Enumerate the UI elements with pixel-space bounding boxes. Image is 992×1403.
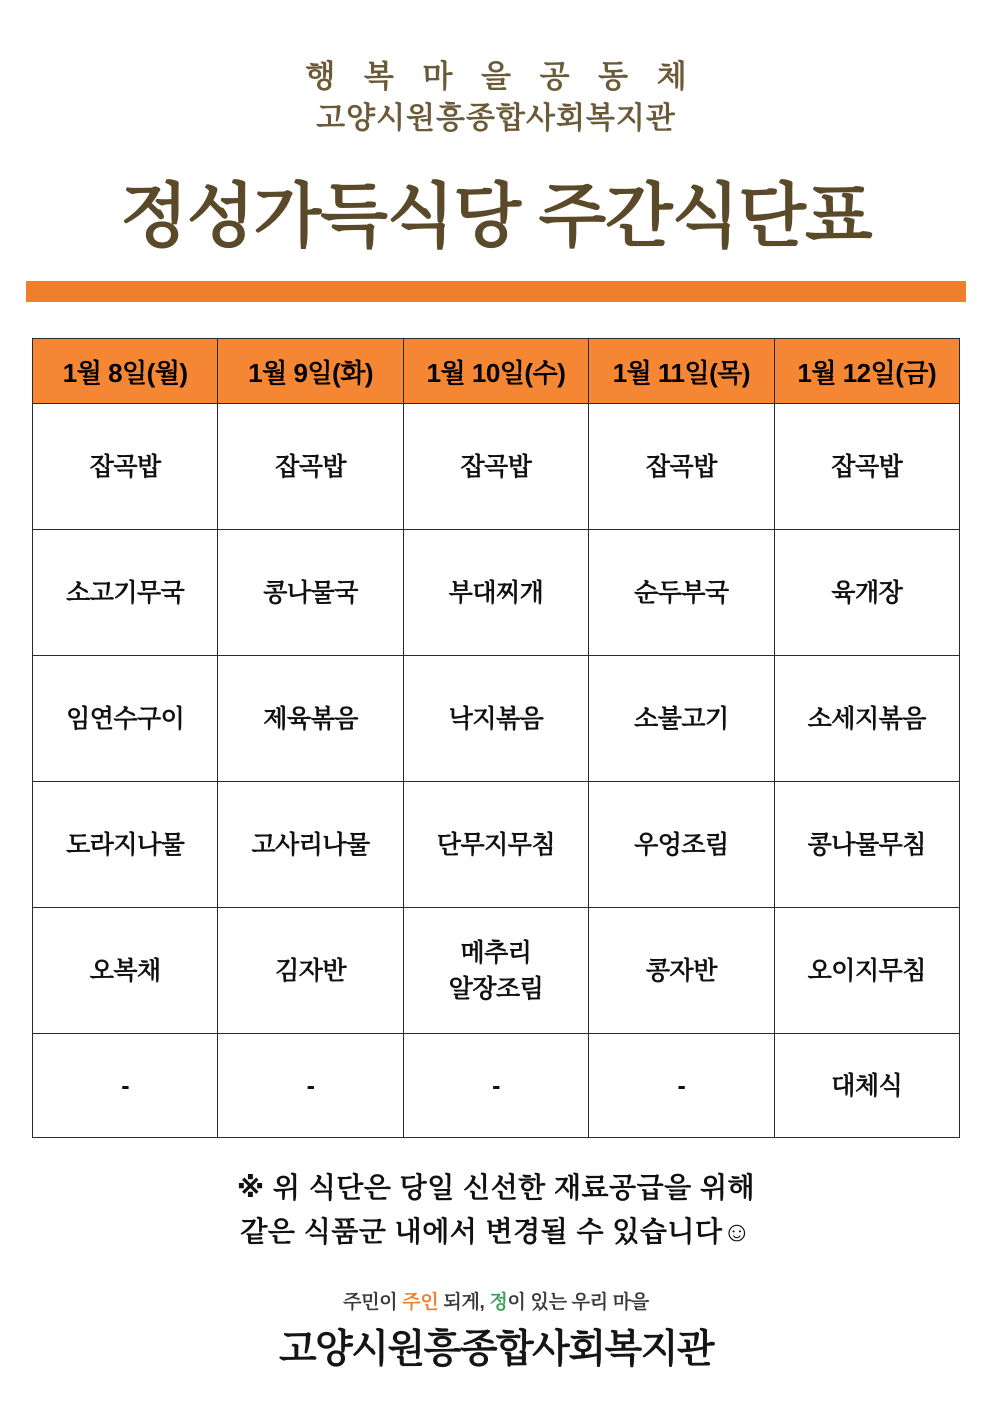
footer-logo bbox=[0, 1287, 992, 1374]
menu-cell: 소불고기 bbox=[589, 656, 774, 782]
menu-cell: - bbox=[589, 1034, 774, 1138]
menu-note bbox=[0, 1166, 992, 1253]
menu-cell: 콩자반 bbox=[589, 908, 774, 1034]
menu-cell: 부대찌개 bbox=[403, 530, 588, 656]
table-row bbox=[33, 908, 960, 1034]
menu-cell: 도라지나물 bbox=[33, 782, 218, 908]
menu-cell: 순두부국 bbox=[589, 530, 774, 656]
column-header-tue: 1월 9일(화) bbox=[218, 339, 403, 404]
footer-org-name: 고양시원흥종합사회복지관 bbox=[278, 1328, 714, 1372]
menu-cell: 우엉조림 bbox=[589, 782, 774, 908]
menu-cell: 잡곡밥 bbox=[403, 404, 588, 530]
menu-cell: 잡곡밥 bbox=[774, 404, 959, 530]
weekly-menu-table bbox=[32, 338, 960, 1138]
table-row bbox=[33, 530, 960, 656]
menu-cell: 김자반 bbox=[218, 908, 403, 1034]
page-title: 정성가득식당 주간식단표 bbox=[120, 176, 872, 255]
menu-cell: 잡곡밥 bbox=[589, 404, 774, 530]
menu-cell: 오복채 bbox=[33, 908, 218, 1034]
menu-cell: 오이지무침 bbox=[774, 908, 959, 1034]
footer-slogan bbox=[0, 1287, 992, 1314]
organization-header bbox=[0, 0, 992, 138]
menu-cell: 잡곡밥 bbox=[33, 404, 218, 530]
table-row bbox=[33, 656, 960, 782]
table-body bbox=[33, 404, 960, 1138]
menu-cell: - bbox=[403, 1034, 588, 1138]
menu-cell: 낙지볶음 bbox=[403, 656, 588, 782]
menu-cell: 대체식 bbox=[774, 1034, 959, 1138]
weekly-menu-table-container bbox=[32, 338, 960, 1138]
slogan-highlight-2: 정 bbox=[489, 1292, 508, 1314]
table-row bbox=[33, 782, 960, 908]
column-header-mon: 1월 8일(월) bbox=[33, 339, 218, 404]
column-header-thu: 1월 11일(목) bbox=[589, 339, 774, 404]
slogan-part-2: 되게, bbox=[438, 1292, 490, 1314]
menu-cell: - bbox=[218, 1034, 403, 1138]
table-row bbox=[33, 404, 960, 530]
menu-cell: 잡곡밥 bbox=[218, 404, 403, 530]
menu-cell: 고사리나물 bbox=[218, 782, 403, 908]
table-row bbox=[33, 1034, 960, 1138]
note-line-2: 같은 식품군 내에서 변경될 수 있습니다☺ bbox=[240, 1215, 752, 1247]
menu-cell: 제육볶음 bbox=[218, 656, 403, 782]
column-header-wed: 1월 10일(수) bbox=[403, 339, 588, 404]
table-header-row bbox=[33, 339, 960, 404]
org-name: 고양시원흥종합사회복지관 bbox=[316, 101, 676, 135]
note-line-1: ※ 위 식단은 당일 신선한 재료공급을 위해 bbox=[236, 1172, 756, 1204]
menu-cell: 육개장 bbox=[774, 530, 959, 656]
menu-cell: 콩나물무침 bbox=[774, 782, 959, 908]
menu-cell: - bbox=[33, 1034, 218, 1138]
orange-divider-bar bbox=[26, 281, 966, 302]
menu-cell: 메추리 알장조림 bbox=[403, 908, 588, 1034]
column-header-fri: 1월 12일(금) bbox=[774, 339, 959, 404]
slogan-part-3: 이 있는 우리 마을 bbox=[507, 1292, 649, 1314]
menu-cell: 콩나물국 bbox=[218, 530, 403, 656]
org-tagline: 행 복 마 을 공 동 체 bbox=[305, 59, 697, 94]
slogan-part-1: 주민이 bbox=[343, 1292, 403, 1314]
menu-cell: 단무지무침 bbox=[403, 782, 588, 908]
menu-cell: 임연수구이 bbox=[33, 656, 218, 782]
menu-cell: 소고기무국 bbox=[33, 530, 218, 656]
menu-cell: 소세지볶음 bbox=[774, 656, 959, 782]
slogan-highlight-1: 주인 bbox=[402, 1292, 439, 1314]
